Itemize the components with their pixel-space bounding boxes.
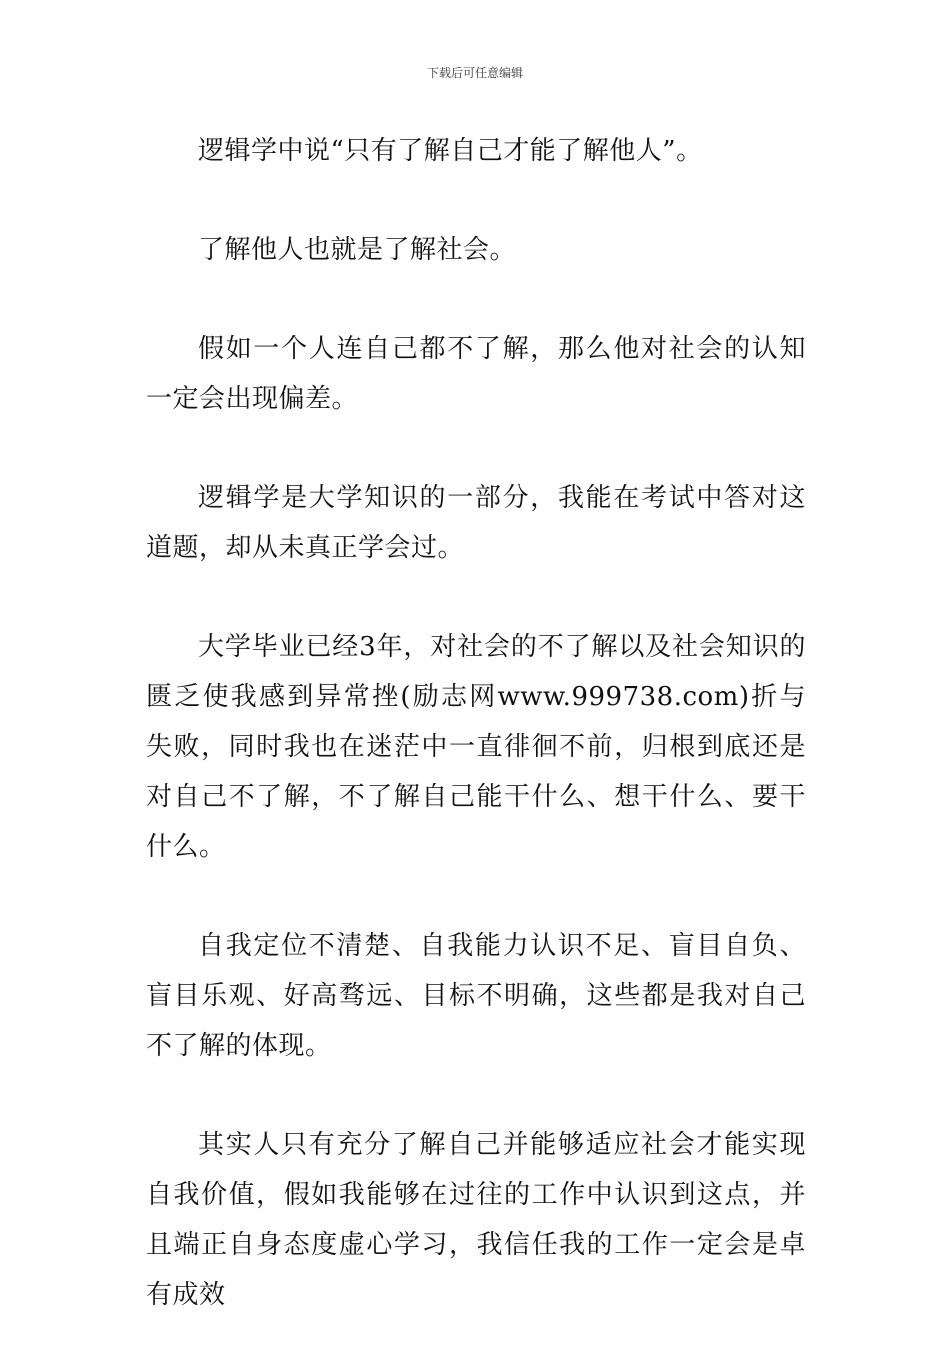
document-body [146,126,806,1369]
paragraph-4: 逻辑学是大学知识的一部分，我能在考试中答对这道题，却从未真正学会过。 [146,483,806,563]
paragraph-1: 逻辑学中说“只有了解自己才能了解他人”。 [198,136,703,166]
paragraph-7: 其实人只有充分了解自己并能够适应社会才能实现自我价值，假如我能够在过往的工作中认识到这点，并且端正自身态度虚心学习，我信任我的工作一定会是卓有成效 [146,1130,806,1310]
paragraph-2: 了解他人也就是了解社会。 [198,235,517,265]
page-header: 下载后可任意编辑 [426,66,523,80]
paragraph-3: 假如一个人连自己都不了解，那么他对社会的认知一定会出现偏差。 [146,334,806,414]
paragraph-5: 大学毕业已经3年，对社会的不了解以及社会知识的匮乏使我感到异常挫(励志网www.999738.com)折与失败，同时我也在迷茫中一直徘徊不前，归根到底还是对自己不了解，不了解自己能干什么、想干什么、要干什么。 [146,632,806,862]
paragraph-6: 自我定位不清楚、自我能力认识不足、盲目自负、盲目乐观、好高骛远、目标不明确，这些都是我对自己不了解的体现。 [146,931,806,1061]
